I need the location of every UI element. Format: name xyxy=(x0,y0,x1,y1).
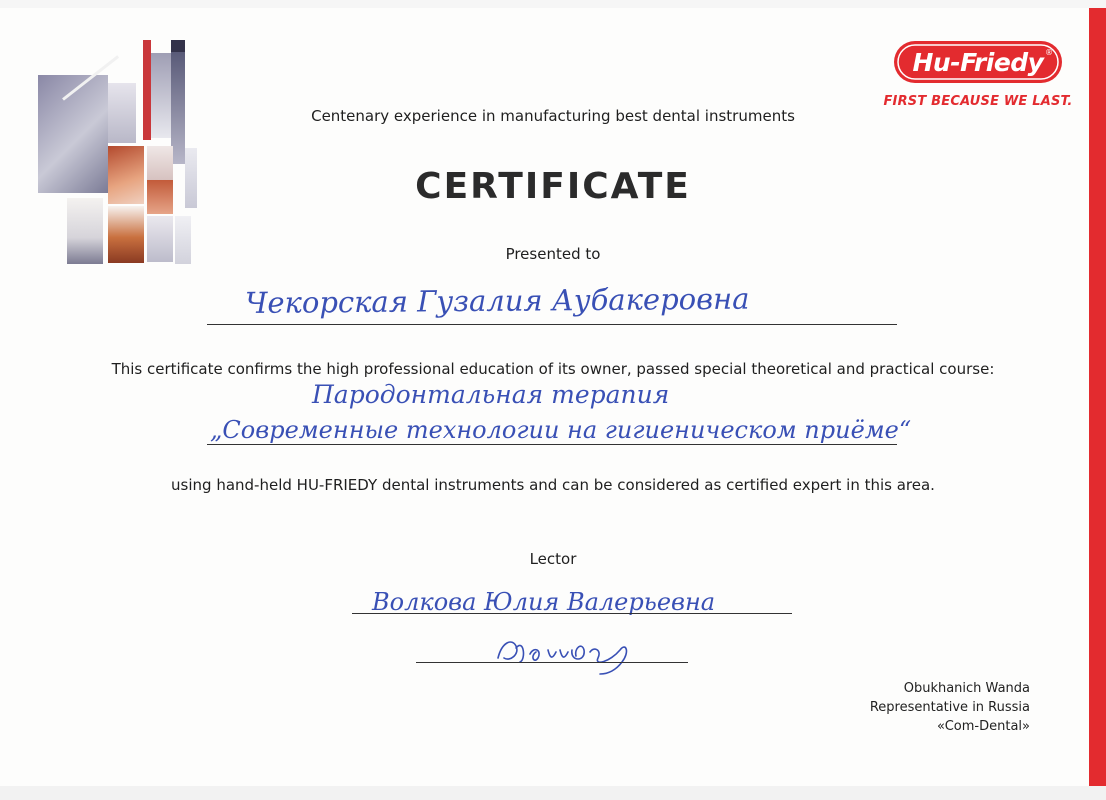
lector-name: Волкова Юлия Валерьевна xyxy=(372,588,716,616)
representative-block xyxy=(870,679,1030,736)
lector-label: Lector xyxy=(529,550,577,568)
course-line-2: „Современные технологии на гигиеническом приёме“ xyxy=(210,416,912,444)
certificate-title: CERTIFICATE xyxy=(415,166,691,207)
logo-wordmark: Hu-Friedy xyxy=(912,47,1044,77)
dental-photo-collage xyxy=(35,38,210,268)
scan-edge-top xyxy=(0,0,1106,8)
representative-company: «Com-Dental» xyxy=(937,719,1030,734)
signature-line xyxy=(416,662,688,663)
representative-role: Representative in Russia xyxy=(869,700,1030,715)
confirm-text: This certificate confirms the high professional education of its owner, passed special theoretical and practical course: xyxy=(111,360,995,378)
scan-edge-bottom xyxy=(0,786,1106,800)
course-line xyxy=(207,444,897,445)
hu-friedy-logo xyxy=(893,40,1063,84)
brand-slogan: FIRST BECAUSE WE LAST. xyxy=(883,94,1073,109)
tagline: Centenary experience in manufacturing best dental instruments xyxy=(311,107,795,125)
recipient-line xyxy=(207,324,897,325)
registered-mark: ® xyxy=(1045,48,1053,57)
course-line-1: Пародонтальная терапия xyxy=(312,380,670,409)
recipient-name: Чекорская Гузалия Аубакеровна xyxy=(244,281,750,320)
presented-to-label: Presented to xyxy=(505,245,601,263)
lector-line xyxy=(352,613,792,614)
lector-signature xyxy=(490,628,660,678)
representative-name: Obukhanich Wanda xyxy=(903,681,1030,696)
using-text: using hand-held HU-FRIEDY dental instruments and can be considered as certified expert in this area. xyxy=(171,476,935,494)
